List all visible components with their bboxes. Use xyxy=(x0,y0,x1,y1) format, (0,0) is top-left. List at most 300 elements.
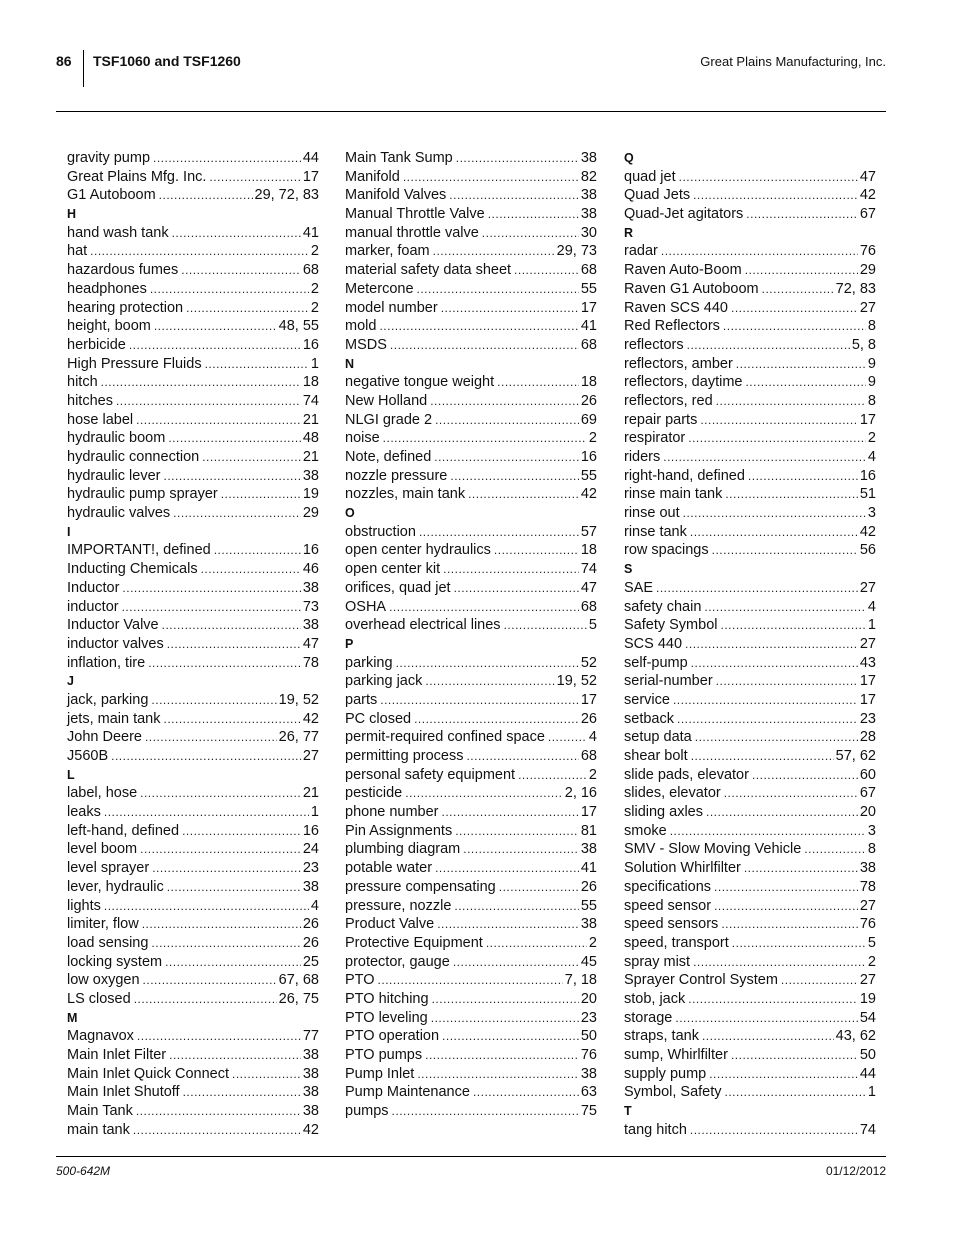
index-entry xyxy=(67,411,319,430)
dot-leader xyxy=(143,971,277,990)
index-page-refs: 4 xyxy=(310,897,319,914)
dot-leader xyxy=(116,392,301,411)
index-entry xyxy=(67,485,319,504)
dot-leader xyxy=(514,261,579,280)
index-entry xyxy=(345,242,597,261)
index-section-letter: N xyxy=(345,356,355,371)
index-entry xyxy=(624,691,876,710)
index-entry xyxy=(345,299,597,318)
index-term: Product Valve xyxy=(345,916,435,933)
index-column-1 xyxy=(67,149,319,1139)
index-entry xyxy=(624,598,876,617)
dot-leader xyxy=(679,168,858,187)
index-entry xyxy=(345,803,597,822)
dot-leader xyxy=(122,598,301,617)
dot-leader xyxy=(548,728,587,747)
index-section-letter: M xyxy=(67,1010,78,1025)
index-term: obstruction xyxy=(345,523,416,540)
index-entry xyxy=(345,953,597,972)
index-entry xyxy=(67,953,319,972)
index-term: G1 Autoboom xyxy=(67,187,156,204)
index-page-refs: 72, 83 xyxy=(835,280,876,297)
index-term: reflectors, red xyxy=(624,392,713,409)
index-page-refs: 63 xyxy=(580,1084,597,1101)
index-entry xyxy=(345,598,597,617)
dot-leader xyxy=(201,560,301,579)
dot-leader xyxy=(455,822,579,841)
index-page-refs: 8 xyxy=(867,318,876,335)
index-term: hydraulic pump sprayer xyxy=(67,486,218,503)
index-page-refs: 18 xyxy=(580,542,597,559)
index-term: label, hose xyxy=(67,785,138,802)
dot-leader xyxy=(456,149,579,168)
dot-leader xyxy=(181,261,301,280)
dot-leader xyxy=(745,373,865,392)
index-page-refs: 2 xyxy=(867,953,876,970)
index-entry xyxy=(67,784,319,803)
index-section-letter: I xyxy=(67,524,71,539)
index-entry xyxy=(345,859,597,878)
dot-leader xyxy=(712,541,858,560)
index-page-refs: 17 xyxy=(580,299,597,316)
dot-leader xyxy=(494,541,579,560)
index-entry xyxy=(345,205,597,224)
index-term: lights xyxy=(67,897,101,914)
index-page-refs: 48 xyxy=(302,430,319,447)
index-term: shear bolt xyxy=(624,748,688,764)
index-entry xyxy=(345,392,597,411)
index-page-refs: 57 xyxy=(580,523,597,540)
index-term: PTO operation xyxy=(345,1028,440,1045)
index-entry xyxy=(624,803,876,822)
index-page-refs: 4 xyxy=(588,729,597,746)
index-entry xyxy=(67,448,319,467)
index-entry xyxy=(67,429,319,448)
index-page-refs: 52 xyxy=(580,654,597,671)
index-term: Main Tank xyxy=(67,1103,133,1120)
index-term: IMPORTANT!, defined xyxy=(67,542,211,559)
index-term: level sprayer xyxy=(67,860,150,877)
index-term: J560B xyxy=(67,748,109,764)
index-entry xyxy=(624,242,876,261)
index-term: marker, foam xyxy=(345,243,430,260)
index-term: slides, elevator xyxy=(624,785,721,802)
index-entry xyxy=(345,1046,597,1065)
index-section-letter: L xyxy=(67,767,75,782)
index-page-refs: 8 xyxy=(867,841,876,858)
index-term: straps, tank xyxy=(624,1028,699,1045)
dot-leader xyxy=(379,317,578,336)
dot-leader xyxy=(693,953,866,972)
index-page-refs: 47 xyxy=(580,579,597,596)
index-entry xyxy=(345,747,597,766)
index-entry xyxy=(67,392,319,411)
index-term: speed sensor xyxy=(624,897,712,914)
index-term: speed, transport xyxy=(624,934,729,951)
index-term: sump, Whirlfilter xyxy=(624,1047,728,1063)
dot-leader xyxy=(168,429,301,448)
index-entry xyxy=(345,990,597,1009)
dot-leader xyxy=(714,878,858,897)
dot-leader xyxy=(154,317,277,336)
index-page-refs: 17 xyxy=(580,691,597,708)
dot-leader xyxy=(442,1027,579,1046)
index-page-refs: 5, 8 xyxy=(851,336,876,353)
index-page-refs: 19, 52 xyxy=(278,691,319,708)
index-page-refs: 43 xyxy=(859,654,876,671)
index-term: smoke xyxy=(624,822,667,839)
index-term: riders xyxy=(624,449,661,465)
index-entry xyxy=(345,579,597,598)
index-term: service xyxy=(624,691,670,708)
index-entry xyxy=(67,822,319,841)
dot-leader xyxy=(731,1046,858,1065)
dot-leader xyxy=(683,504,866,523)
index-term: mold xyxy=(345,318,377,335)
index-page-refs: 26, 77 xyxy=(278,729,319,746)
index-entry xyxy=(67,280,319,299)
index-term: MSDS xyxy=(345,336,387,353)
index-term: specifications xyxy=(624,878,712,895)
index-term: speed sensors xyxy=(624,916,719,933)
dot-leader xyxy=(435,411,579,430)
index-term: Sprayer Control System xyxy=(624,972,778,989)
index-page-refs: 55 xyxy=(580,280,597,297)
index-entry xyxy=(67,299,319,318)
index-term: Raven G1 Autoboom xyxy=(624,280,759,297)
dot-leader xyxy=(167,635,301,654)
index-term: material safety data sheet xyxy=(345,262,512,279)
index-page-refs: 30 xyxy=(580,224,597,241)
dot-leader xyxy=(209,168,300,187)
index-term: hand wash tank xyxy=(67,224,169,241)
dot-leader xyxy=(214,541,301,560)
dot-leader xyxy=(186,299,309,318)
dot-leader xyxy=(693,186,858,205)
index-entry xyxy=(345,224,597,243)
index-term: headphones xyxy=(67,280,147,297)
dot-leader xyxy=(690,1121,858,1140)
index-page-refs: 38 xyxy=(302,579,319,596)
dot-leader xyxy=(173,504,301,523)
dot-leader xyxy=(417,280,579,299)
dot-leader xyxy=(690,523,858,542)
index-page-refs: 38 xyxy=(302,1103,319,1120)
dot-leader xyxy=(167,878,301,897)
index-entry xyxy=(624,467,876,486)
dot-leader xyxy=(437,915,579,934)
index-entry xyxy=(67,803,319,822)
index-section-letter: O xyxy=(345,506,355,521)
index-page-refs: 47 xyxy=(302,635,319,652)
dot-leader xyxy=(702,1027,834,1046)
index-page-refs: 44 xyxy=(302,150,319,166)
index-term: model number xyxy=(345,299,438,316)
index-entry xyxy=(624,1009,876,1028)
index-term: right-hand, defined xyxy=(624,467,745,484)
dot-leader xyxy=(497,373,579,392)
dot-leader xyxy=(661,242,858,261)
dot-leader xyxy=(162,616,301,635)
dot-leader xyxy=(716,672,858,691)
index-page-refs: 3 xyxy=(867,505,876,522)
index-entry xyxy=(624,168,876,187)
index-entry xyxy=(345,523,597,542)
dot-leader xyxy=(736,355,866,374)
index-term: hitch xyxy=(67,374,98,391)
index-term: nozzle pressure xyxy=(345,467,448,484)
index-page-refs: 24 xyxy=(302,841,319,858)
index-term: Main Inlet Shutoff xyxy=(67,1084,180,1101)
dot-leader xyxy=(748,467,858,486)
index-page-refs: 26 xyxy=(580,392,597,409)
index-page-refs: 68 xyxy=(302,262,319,279)
index-entry xyxy=(67,897,319,916)
index-term: tang hitch xyxy=(624,1121,687,1138)
index-term: New Holland xyxy=(345,392,428,409)
index-page-refs: 74 xyxy=(302,392,319,409)
index-page-refs: 4 xyxy=(867,449,876,465)
index-term: John Deere xyxy=(67,729,142,746)
dot-leader xyxy=(430,392,579,411)
index-page-refs: 26 xyxy=(302,934,319,951)
dot-leader xyxy=(140,784,301,803)
index-entry xyxy=(67,990,319,1009)
index-term: Pump Inlet xyxy=(345,1065,415,1082)
index-entry xyxy=(624,990,876,1009)
index-page-refs: 25 xyxy=(302,953,319,970)
index-term: potable water xyxy=(345,860,433,877)
dot-leader xyxy=(419,523,579,542)
index-entry xyxy=(624,523,876,542)
index-page-refs: 68 xyxy=(580,262,597,279)
index-term: Raven SCS 440 xyxy=(624,299,728,316)
index-page-refs: 76 xyxy=(580,1047,597,1063)
index-page-refs: 16 xyxy=(302,822,319,839)
index-entry xyxy=(345,280,597,299)
index-term: spray mist xyxy=(624,953,691,970)
index-term: hat xyxy=(67,243,88,260)
index-term: parking xyxy=(345,654,393,671)
dot-leader xyxy=(396,654,579,673)
index-entry xyxy=(624,934,876,953)
index-term: setup data xyxy=(624,729,692,746)
dot-leader xyxy=(721,616,866,635)
index-page-refs: 42 xyxy=(859,187,876,204)
index-entry xyxy=(67,859,319,878)
index-term: permit-required confined space xyxy=(345,729,545,746)
index-page-refs: 17 xyxy=(859,691,876,708)
index-term: hearing protection xyxy=(67,299,184,316)
index-entry xyxy=(345,616,597,635)
dot-leader xyxy=(142,915,301,934)
index-page-refs: 26 xyxy=(302,916,319,933)
index-entry xyxy=(345,448,597,467)
index-term: noise xyxy=(345,430,380,447)
index-entry xyxy=(624,579,876,598)
dot-leader xyxy=(724,784,858,803)
index-page-refs: 29 xyxy=(859,262,876,279)
index-term: SCS 440 xyxy=(624,635,683,652)
index-entry xyxy=(67,710,319,729)
dot-leader xyxy=(405,784,563,803)
index-entry xyxy=(345,467,597,486)
index-term: rinse out xyxy=(624,505,680,522)
index-term: hose label xyxy=(67,411,134,428)
index-entry xyxy=(67,878,319,897)
index-term: reflectors, amber xyxy=(624,355,733,372)
index-entry xyxy=(67,186,319,205)
index-term: Safety Symbol xyxy=(624,617,718,634)
index-term: inductor xyxy=(67,598,119,615)
dot-leader xyxy=(656,579,858,598)
dot-leader xyxy=(148,654,301,673)
index-entry xyxy=(624,840,876,859)
index-term: plumbing diagram xyxy=(345,841,461,858)
index-entry xyxy=(345,654,597,673)
index-page-refs: 26 xyxy=(580,710,597,727)
header-divider xyxy=(83,50,84,87)
index-entry xyxy=(624,635,876,654)
dot-leader xyxy=(453,953,579,972)
dot-leader xyxy=(499,878,579,897)
index-entry xyxy=(624,822,876,841)
index-term: serial-number xyxy=(624,673,713,690)
index-term: jack, parking xyxy=(67,691,149,708)
index-term: permitting process xyxy=(345,748,464,764)
index-page-refs: 2 xyxy=(588,766,597,783)
index-term: load sensing xyxy=(67,934,149,951)
index-term: radar xyxy=(624,243,658,260)
dot-leader xyxy=(202,448,301,467)
index-page-refs: 46 xyxy=(302,561,319,578)
index-page-refs: 56 xyxy=(859,542,876,559)
dot-leader xyxy=(695,728,858,747)
index-entry xyxy=(67,654,319,673)
dot-leader xyxy=(122,579,300,598)
dot-leader xyxy=(441,299,579,318)
index-entry xyxy=(345,672,597,691)
index-entry xyxy=(624,953,876,972)
index-entry xyxy=(624,504,876,523)
index-entry xyxy=(624,317,876,336)
index-entry xyxy=(345,149,597,168)
index-section-letter: S xyxy=(624,562,633,577)
index-term: height, boom xyxy=(67,318,151,335)
index-entry xyxy=(67,747,319,766)
index-entry xyxy=(67,1065,319,1084)
dot-leader xyxy=(152,859,301,878)
index-page-refs: 74 xyxy=(580,561,597,578)
index-page-refs: 18 xyxy=(302,374,319,391)
index-page-refs: 2 xyxy=(588,934,597,951)
index-term: self-pump xyxy=(624,654,688,671)
index-term: herbicide xyxy=(67,336,126,353)
index-term: open center kit xyxy=(345,561,441,578)
index-entry xyxy=(345,317,597,336)
index-entry xyxy=(345,411,597,430)
dot-leader xyxy=(762,280,834,299)
index-page-refs: 17 xyxy=(859,411,876,428)
dot-leader xyxy=(435,859,579,878)
index-term: Raven Auto-Boom xyxy=(624,262,742,279)
index-page-refs: 23 xyxy=(302,860,319,877)
index-term: reflectors xyxy=(624,336,684,353)
index-term: Quad Jets xyxy=(624,187,691,204)
index-entry xyxy=(67,840,319,859)
index-term: parking jack xyxy=(345,673,423,690)
dot-leader xyxy=(150,280,309,299)
index-entry xyxy=(345,560,597,579)
index-page-refs: 28 xyxy=(859,729,876,746)
index-page-refs: 81 xyxy=(580,822,597,839)
dot-leader xyxy=(414,710,579,729)
index-entry xyxy=(67,971,319,990)
index-page-refs: 8 xyxy=(867,392,876,409)
index-term: PTO pumps xyxy=(345,1047,423,1063)
index-page-refs: 74 xyxy=(859,1121,876,1138)
index-term: PTO leveling xyxy=(345,1009,428,1026)
index-page-refs: 48, 55 xyxy=(278,318,319,335)
index-term: slide pads, elevator xyxy=(624,766,749,783)
dot-leader xyxy=(151,934,300,953)
dot-leader xyxy=(677,710,858,729)
index-page-refs: 20 xyxy=(580,990,597,1007)
index-page-refs: 19 xyxy=(859,990,876,1007)
index-page-refs: 38 xyxy=(302,467,319,484)
index-term: NLGI grade 2 xyxy=(345,411,433,428)
company-name: Great Plains Manufacturing, Inc. xyxy=(700,54,886,69)
index-entry xyxy=(624,205,876,224)
index-entry xyxy=(345,691,597,710)
index-term: inductor valves xyxy=(67,635,164,652)
index-page-refs: 19, 52 xyxy=(556,673,597,690)
index-page-refs: 23 xyxy=(580,1009,597,1026)
dot-leader xyxy=(434,448,579,467)
index-term: Manual Throttle Valve xyxy=(345,206,485,223)
index-page-refs: 2, 16 xyxy=(564,785,597,802)
index-page-refs: 41 xyxy=(580,860,597,877)
dot-leader xyxy=(731,299,858,318)
index-page-refs: 27 xyxy=(859,897,876,914)
index-entry xyxy=(624,411,876,430)
index-page-refs: 9 xyxy=(867,355,876,372)
dot-leader xyxy=(804,840,866,859)
index-term: Symbol, Safety xyxy=(624,1084,722,1101)
dot-leader xyxy=(449,186,579,205)
dot-leader xyxy=(685,635,858,654)
index-section-letter: Q xyxy=(624,151,634,165)
index-page-refs: 21 xyxy=(302,411,319,428)
index-term: phone number xyxy=(345,804,439,821)
index-column-2 xyxy=(345,149,597,1121)
index-term: manual throttle valve xyxy=(345,224,479,241)
index-page-refs: 78 xyxy=(859,878,876,895)
dot-leader xyxy=(183,1083,301,1102)
index-page-refs: 17 xyxy=(580,804,597,821)
dot-leader xyxy=(140,840,301,859)
dot-leader xyxy=(134,990,277,1009)
index-page-refs: 41 xyxy=(302,224,319,241)
index-page-refs: 75 xyxy=(580,1103,597,1120)
index-entry xyxy=(67,224,319,243)
dot-leader xyxy=(688,429,866,448)
index-term: setback xyxy=(624,710,674,727)
dot-leader xyxy=(433,242,555,261)
index-term: SMV - Slow Moving Vehicle xyxy=(624,841,802,858)
dot-leader xyxy=(488,205,579,224)
index-entry xyxy=(67,616,319,635)
